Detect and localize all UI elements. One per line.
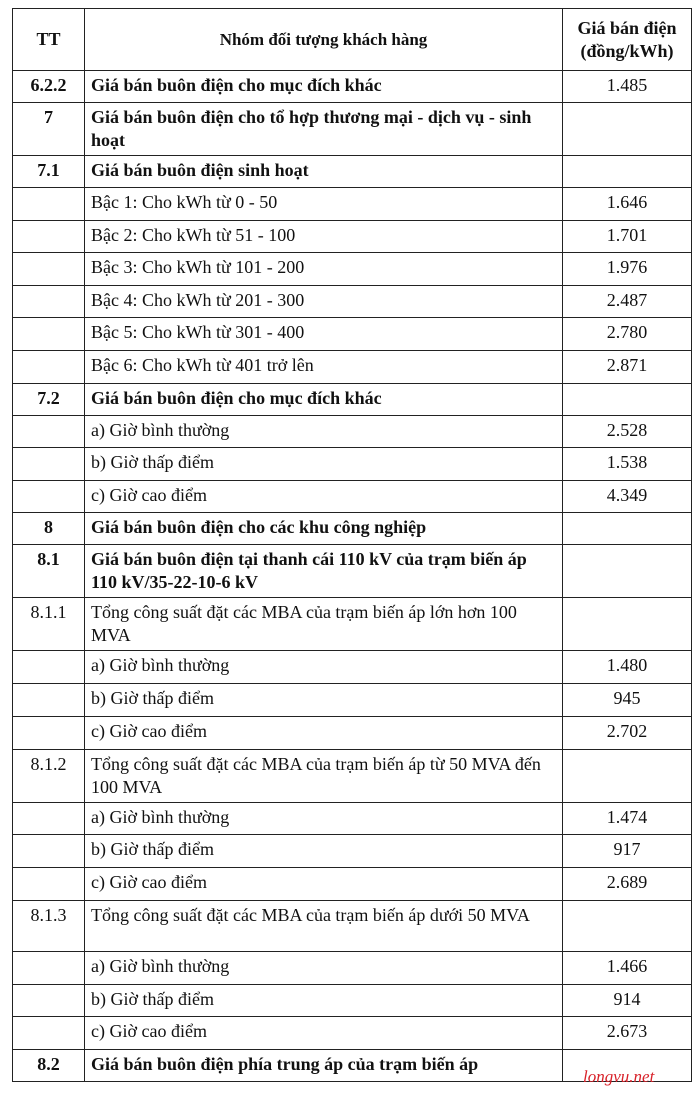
row-customer-group: Tổng công suất đặt các MBA của trạm biến áp dưới 50 MVA [85, 901, 563, 952]
row-customer-group: c) Giờ cao điểm [85, 868, 563, 901]
row-code [13, 318, 85, 351]
row-price [563, 901, 692, 952]
watermark-text: longvu.net [583, 1067, 655, 1086]
row-code: 8.1.2 [13, 750, 85, 803]
row-customer-group: Giá bán buôn điện cho tổ hợp thương mại - dịch vụ - sinh hoạt [85, 103, 563, 156]
row-price [563, 598, 692, 651]
table-row [13, 513, 692, 545]
table-row [13, 416, 692, 448]
row-code [13, 868, 85, 901]
table-row [13, 717, 692, 750]
row-code [13, 448, 85, 481]
table-row [13, 868, 692, 901]
row-customer-group: Giá bán buôn điện cho mục đích khác [85, 71, 563, 103]
row-code: 6.2.2 [13, 71, 85, 103]
row-customer-group: b) Giờ thấp điểm [85, 448, 563, 481]
row-price [563, 750, 692, 803]
table-row [13, 103, 692, 156]
row-code: 8.1.3 [13, 901, 85, 952]
row-customer-group: c) Giờ cao điểm [85, 481, 563, 513]
row-code [13, 985, 85, 1017]
row-code [13, 651, 85, 684]
table-row [13, 901, 692, 952]
row-customer-group: Giá bán buôn điện sinh hoạt [85, 156, 563, 188]
row-customer-group: a) Giờ bình thường [85, 651, 563, 684]
row-price: 2.528 [563, 416, 692, 448]
row-price [563, 156, 692, 188]
table-row [13, 481, 692, 513]
row-customer-group: Bậc 1: Cho kWh từ 0 - 50 [85, 188, 563, 221]
row-price: 1.474 [563, 803, 692, 835]
table-row [13, 448, 692, 481]
row-code [13, 835, 85, 868]
row-code [13, 221, 85, 253]
row-price: 2.673 [563, 1017, 692, 1050]
row-price: 945 [563, 684, 692, 717]
row-price: 2.780 [563, 318, 692, 351]
row-code [13, 952, 85, 985]
row-customer-group: a) Giờ bình thường [85, 952, 563, 985]
row-customer-group: Giá bán buôn điện cho các khu công nghiệp [85, 513, 563, 545]
row-code: 8.1.1 [13, 598, 85, 651]
table-row [13, 985, 692, 1017]
table-row [13, 156, 692, 188]
row-customer-group: a) Giờ bình thường [85, 416, 563, 448]
table-row [13, 351, 692, 384]
row-price: 1.485 [563, 71, 692, 103]
header-price: Giá bán điện (đồng/kWh) [563, 9, 692, 71]
row-price: 1.538 [563, 448, 692, 481]
row-code: 7 [13, 103, 85, 156]
row-customer-group: a) Giờ bình thường [85, 803, 563, 835]
row-customer-group: Tổng công suất đặt các MBA của trạm biến áp lớn hơn 100 MVA [85, 598, 563, 651]
row-code [13, 351, 85, 384]
table-row [13, 684, 692, 717]
table-row [13, 71, 692, 103]
row-customer-group: Bậc 6: Cho kWh từ 401 trở lên [85, 351, 563, 384]
row-code [13, 717, 85, 750]
table-row [13, 750, 692, 803]
row-customer-group: Bậc 3: Cho kWh từ 101 - 200 [85, 253, 563, 286]
row-code [13, 803, 85, 835]
table-body [13, 71, 692, 1082]
row-price: 914 [563, 985, 692, 1017]
row-customer-group: Bậc 2: Cho kWh từ 51 - 100 [85, 221, 563, 253]
row-price: 2.702 [563, 717, 692, 750]
row-price [563, 384, 692, 416]
row-price [563, 513, 692, 545]
row-price: 1.466 [563, 952, 692, 985]
row-price: 4.349 [563, 481, 692, 513]
table-row [13, 545, 692, 598]
row-price: 1.646 [563, 188, 692, 221]
row-price: 2.871 [563, 351, 692, 384]
row-customer-group: Giá bán buôn điện tại thanh cái 110 kV của trạm biến áp 110 kV/35-22-10-6 kV [85, 545, 563, 598]
table-row [13, 188, 692, 221]
table-row [13, 835, 692, 868]
table-row [13, 221, 692, 253]
table-row [13, 598, 692, 651]
row-code [13, 481, 85, 513]
row-customer-group: Giá bán buôn điện phía trung áp của trạm biến áp [85, 1050, 563, 1082]
row-customer-group: Bậc 4: Cho kWh từ 201 - 300 [85, 286, 563, 318]
row-code: 7.1 [13, 156, 85, 188]
header-customer-group: Nhóm đối tượng khách hàng [85, 9, 563, 71]
row-customer-group: b) Giờ thấp điểm [85, 684, 563, 717]
row-price [563, 103, 692, 156]
row-customer-group: Giá bán buôn điện cho mục đích khác [85, 384, 563, 416]
row-price: 1.480 [563, 651, 692, 684]
row-customer-group: c) Giờ cao điểm [85, 1017, 563, 1050]
row-customer-group: b) Giờ thấp điểm [85, 835, 563, 868]
price-table [12, 8, 692, 1082]
row-price: 1.976 [563, 253, 692, 286]
table-row [13, 384, 692, 416]
row-code [13, 684, 85, 717]
table-header-row [13, 9, 692, 71]
row-price: 2.689 [563, 868, 692, 901]
row-code [13, 416, 85, 448]
table-row [13, 318, 692, 351]
table-row [13, 952, 692, 985]
row-code [13, 1017, 85, 1050]
row-code: 8.2 [13, 1050, 85, 1082]
table-row [13, 286, 692, 318]
row-customer-group: c) Giờ cao điểm [85, 717, 563, 750]
row-price [563, 545, 692, 598]
row-code: 8.1 [13, 545, 85, 598]
table-row [13, 651, 692, 684]
header-tt: TT [13, 9, 85, 71]
row-price: 2.487 [563, 286, 692, 318]
row-customer-group: Bậc 5: Cho kWh từ 301 - 400 [85, 318, 563, 351]
row-price: 917 [563, 835, 692, 868]
row-customer-group: b) Giờ thấp điểm [85, 985, 563, 1017]
row-customer-group: Tổng công suất đặt các MBA của trạm biến áp từ 50 MVA đến 100 MVA [85, 750, 563, 803]
row-code: 8 [13, 513, 85, 545]
row-price: 1.701 [563, 221, 692, 253]
row-code [13, 253, 85, 286]
table-row [13, 803, 692, 835]
row-code: 7.2 [13, 384, 85, 416]
table-row [13, 253, 692, 286]
row-code [13, 188, 85, 221]
row-code [13, 286, 85, 318]
table-row [13, 1017, 692, 1050]
